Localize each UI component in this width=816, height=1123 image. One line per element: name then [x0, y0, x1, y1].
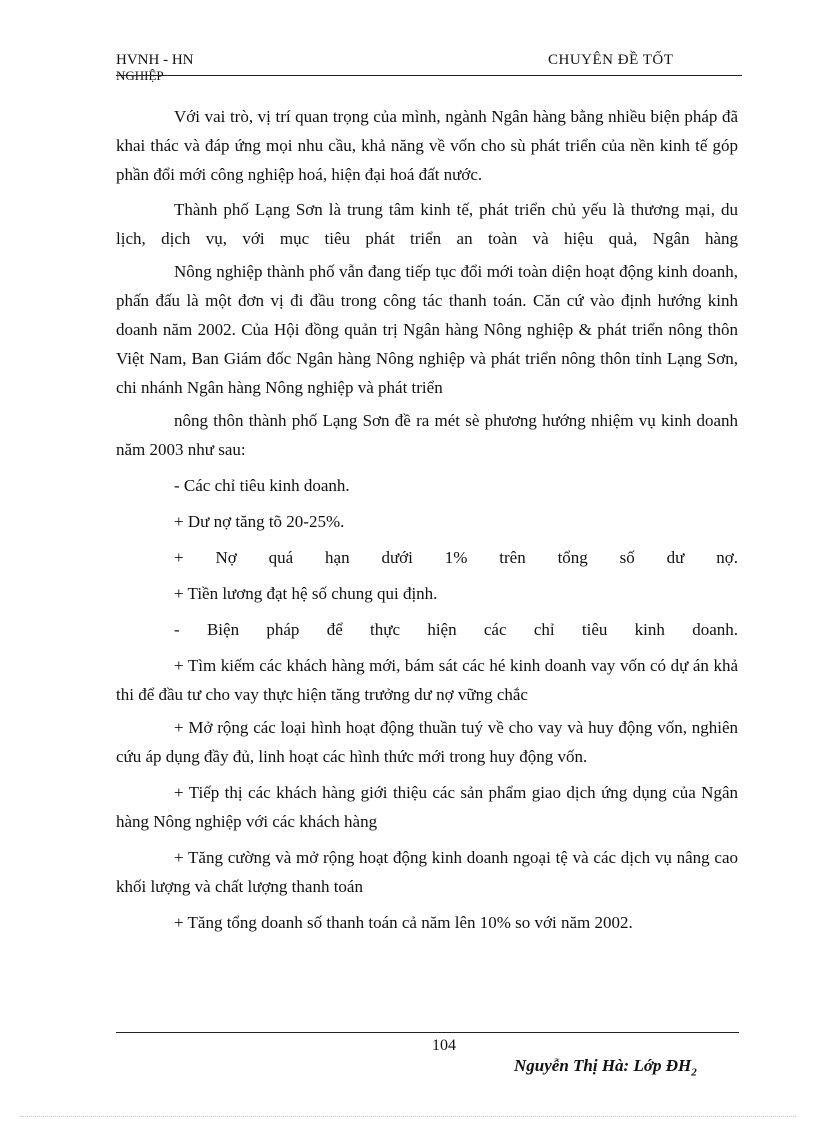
paragraph-7: + Nợ quá hạn dưới 1% trên tổng số dư nợ.: [174, 548, 738, 567]
paragraph-5: - Các chỉ tiêu kinh doanh.: [174, 476, 350, 495]
paragraph-11: + Mở rộng các loại hình hoạt động thuần tuý về cho vay và huy động vốn, nghiên cứu áp dụng đầy đủ, linh hoạt các hình thức mới trong huy động vốn.: [116, 718, 738, 766]
header-rule: [116, 75, 742, 76]
paragraph-8: + Tiền lương đạt hệ số chung qui định.: [174, 584, 438, 603]
paragraph-1: Với vai trò, vị trí quan trọng của mình, ngành Ngân hàng bằng nhiều biện pháp đã khai thác và đáp ứng mọi nhu cầu, khả năng về vốn cho sù phát triển của nền kinh tế góp phần đổi mới công nghiệp hoá, hiện đại hoá đất nước.: [116, 107, 738, 184]
header-right: CHUYÊN ĐỀ TỐT: [548, 52, 674, 68]
paragraph-13: + Tăng cường và mở rộng hoạt động kinh doanh ngoại tệ và các dịch vụ nâng cao khối lượng và chất lượng thanh toán: [116, 848, 738, 896]
paragraph-2: Thành phố Lạng Sơn là trung tâm kinh tế, phát triển chủ yếu là thương mại, du lịch, dịch vụ, với mục tiêu phát triển an toàn và hiệu quả, Ngân hàng: [116, 200, 738, 248]
footer-rule: [116, 1032, 739, 1033]
paragraph-14: + Tăng tổng doanh số thanh toán cả năm lên 10% so với năm 2002.: [174, 913, 633, 932]
author-subscript: 2: [691, 1066, 697, 1079]
page-bottom-border: [20, 1116, 796, 1117]
page-number: 104: [432, 1037, 456, 1054]
paragraph-3: Nông nghiệp thành phố vẫn đang tiếp tục đổi mới toàn diện hoạt động kinh doanh, phấn đấu là một đơn vị đi đầu trong công tác thanh toán. Căn cứ vào định hướng kinh doanh năm 2002. Của Hội đồng quản trị Ngân hàng Nông nghiệp & phát triển nông thôn Việt Nam, Ban Giám đốc Ngân hàng Nông nghiệp và phát triển nông thôn tỉnh Lạng Sơn, chi nhánh Ngân hàng Nông nghiệp và phát triển: [116, 262, 738, 397]
header-left-line2: NGHIỆP: [116, 68, 164, 83]
author-name: Nguyễn Thị Hà: Lớp ĐH: [514, 1056, 692, 1075]
header-left-line1: HVNH - HN: [116, 52, 194, 68]
body-text: [116, 102, 738, 937]
paragraph-6: + Dư nợ tăng tõ 20-25%.: [174, 512, 345, 531]
paragraph-12: + Tiếp thị các khách hàng giới thiệu các sản phẩm giao dịch ứng dụng của Ngân hàng Nông nghiệp với các khách hàng: [116, 783, 738, 831]
paragraph-10: + Tìm kiếm các khách hàng mới, bám sát các hé kinh doanh vay vốn có dự án khả thi để đầu tư cho vay thực hiện tăng trưởng dư nợ vững chắc: [116, 656, 738, 704]
header-left: [116, 52, 194, 82]
author-line: [514, 1056, 697, 1078]
paragraph-4: nông thôn thành phố Lạng Sơn đề ra mét sè phương hướng nhiệm vụ kinh doanh năm 2003 như sau:: [116, 411, 738, 459]
paragraph-9: - Biện pháp để thực hiện các chỉ tiêu kinh doanh.: [174, 620, 738, 639]
